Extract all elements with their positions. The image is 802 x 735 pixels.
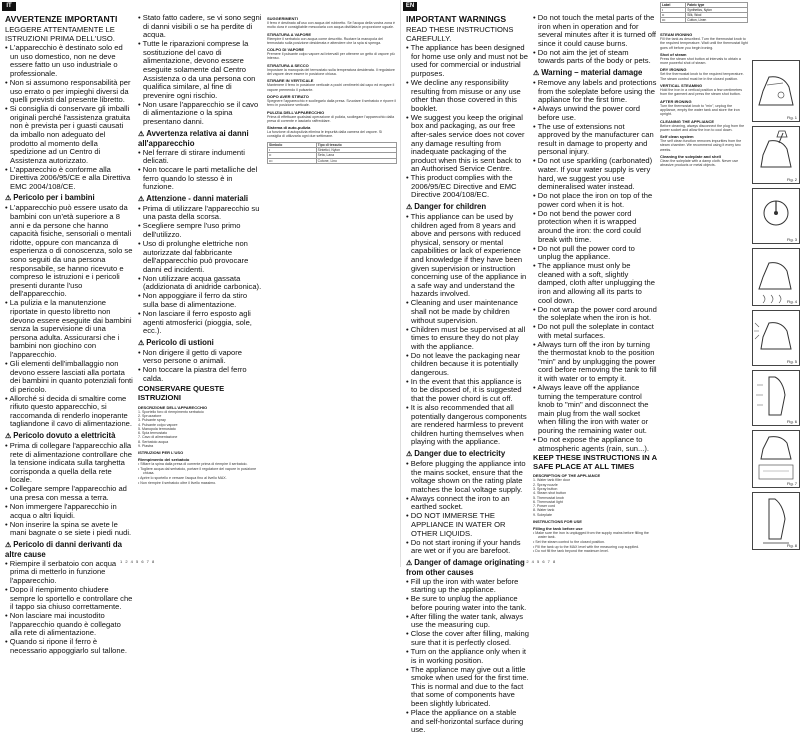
section-title: VERTICAL STEAMING [660,83,703,89]
figure-4 [752,248,800,306]
list-item: • It is also recommended that all potentially dangerous components are rendered harmless to prevent children hurting themselves when playing with the appliance. [406,404,529,447]
thermostat-knob-icon [753,189,799,243]
en-column-3 [660,30,748,578]
table-cell: Fabric type [686,3,748,8]
en-sections [660,32,748,168]
list-item: • Do not start ironing if your hands are wet or if you are barefoot. [406,539,529,556]
right-page-en [401,0,802,735]
table-cell: Silk, Wool [686,13,748,18]
en-list-material-damage [533,79,657,453]
list-item: • Non lasciare mai incustodito l'apparecchio quando è collegato alla rete di alimentazione. [5,612,133,638]
figure-3 [752,188,800,244]
list-item: • The use of extensions not approved by the manufacturer can result in damage to property and personal injury. [533,123,657,157]
list-item: • Non riempire il serbatoio oltre il livello massimo. [138,481,262,485]
section-text: Mantenere il ferro in posizione verticale a pochi centimetri dal capo ed erogare il vapore premendo il pulsante. [267,83,395,92]
it-list-general [5,44,133,191]
storage-upright-icon [753,493,799,549]
section-text: Before cleaning, always disconnect the plug from the power socket and allow the iron to cool down. [660,123,745,132]
list-item: • Before plugging the appliance into the mains socket, ensure that the voltage shown on the rating plate matches the local voltage supply. [406,460,529,494]
list-item: • Non lasciare il ferro esposto agli agenti atmosferici (pioggia, sole, ecc.). [138,310,262,336]
it-intro: LEGGERE ATTENTAMENTE LE ISTRUZIONI PRIMA DELL'USO. [5,25,115,43]
list-item: • Do not expose the appliance to atmospheric agents (rain, sun...). [533,436,657,453]
left-page-it [0,0,401,655]
it-use-subtitle: Riempimento del serbatoio [138,457,190,463]
list-item: • Dopo il riempimento chiudere sempre lo sportello e controllare che il tappo sia chiuso correttamente. [5,586,133,612]
list-item: • Quando si ripone il ferro è necessario appoggiarlo sul tallone. [5,638,133,655]
section-title: DOPO AVER STIRATO [267,93,309,99]
list-item: • Do not aim the jet of steam towards parts of the body or pets. [533,49,657,66]
figure-1 [752,60,800,122]
list-item: • Always connect the iron to an earthed socket. [406,495,529,512]
list-item: • Non toccare le parti metalliche del ferro quando lo stesso è in funzione. [138,166,262,192]
list-item: • Place the appliance on a stable and self-horizontal surface during use. [406,709,529,735]
en-column-2 [533,14,657,562]
it-list-other-causes [5,560,133,656]
list-item: • Stato fatto cadere, se vi sono segni di danni visibili o se ha perdite di acqua. [138,14,262,40]
list-item: • Non toccare la piastra del ferro calda. [138,366,262,383]
list-item: • Do not pull the power cord to unplug the appliance. [533,245,657,262]
en-description-list [533,478,657,517]
list-item: • The appliance has been designed for home use only and must not be used for commercial or industrial purposes. [406,44,529,78]
section-text: The self clean function removes impurities from the steam chamber. We recommend using it every two weeks. [660,139,742,152]
it-heading-electricity: ⚠ Pericolo dovuto a elettricità [5,431,133,441]
list-item: • Always leave off the appliance turning the temperature control knob to "min" and disconnect the main plug from the wall socket when filling the iron with water or pouring the remaining water out. [533,384,657,436]
list-item: • Be sure to unplug the appliance before pouring water into the tank. [406,595,529,612]
table-cell: ••• [268,158,317,163]
table-cell: Label [661,3,686,8]
figure-6-label: Fig. 6 [786,419,797,424]
list-item: • Set the steam control to the closed position. [533,540,657,544]
section-text: Hold the iron in a vertical position a few centimetres from the garment and press the steam shot button. [660,88,743,97]
list-item: • L'apparecchio è conforme alla Direttiva 2006/95/CE e alla Direttiva EMC 2004/108/CE. [5,166,133,192]
it-list-material-damage [138,205,262,336]
table-row [661,18,748,23]
en-use-title: INSTRUCTIONS FOR USE [533,519,582,525]
it-column-2 [138,14,262,562]
list-item: • The appliance must only be cleaned with a soft, slightly damped, cloth after unplugging the iron and allowing all its parts to cool down. [533,262,657,305]
en-list-electricity [406,460,529,556]
en-heading-electricity: ⚠ Danger due to electricity [406,449,529,459]
section-text: Spegnere l'apparecchio e scollegarlo dalla presa. Svuotare il serbatoio e riporre il ferro in posizione verticale. [267,98,397,108]
table-cell: •• [661,13,686,18]
en-description-title: DESCRIPTION OF THE APPLIANCE [533,473,601,479]
en-use-list [533,531,657,554]
it-heading-children: ⚠ Pericolo per i bambini [5,193,133,203]
list-item: • Collegare sempre l'apparecchio ad una presa con messa a terra. [5,485,133,502]
list-item: • Always turn off the iron by turning the thermostat knob to the position "min" and by unplugging the power cord before removing the tank to fill it with water or to empty it. [533,341,657,384]
part-item: 4. Pulsante colpo vapore [138,422,178,427]
table-cell: Sintetici, Nylon [316,148,396,153]
it-column-3 [267,14,397,562]
list-item: • Non usare l'apparecchio se il cavo di alimentazione o la spina presentano danni. [138,101,262,127]
section-text: Press the steam shot button at intervals to obtain a more powerful shot of steam. [660,56,741,66]
table-cell: Synthetics, Nylon [686,8,748,13]
list-item: • Children must be supervised at all times to ensure they do not play with the appliance. [406,326,529,352]
list-item: • Non utilizzare acqua gassata (addizionata di anidride carbonica). [138,275,262,292]
list-item: • Si consiglia di conservare gli imballi originali perché l'assistenza gratuita non è prevista per i guasti causati da imballo non adeguato del prodotto al momento della spedizione ad un Centro di Assistenza autorizzato. [5,105,133,165]
list-item: • Fill the tank up to the MAX level with the measuring cup supplied. [533,545,657,549]
it-keep-instructions: CONSERVARE QUESTE ISTRUZIONI [138,384,225,403]
vertical-steam-icon [753,371,799,425]
part-item: 8. Water tank [533,508,555,513]
section-text: Clean the soleplate with a damp cloth. Never use abrasive products or metal objects. [660,159,739,168]
en-list-burns [533,14,657,66]
en-heading-other-causes: ⚠ Danger of damage originating from other causes [406,558,529,577]
figure-5-label: Fig. 5 [786,359,797,364]
figure-5 [752,310,800,366]
section-title: AFTER IRONING [660,98,692,104]
filling-iron-icon [753,127,799,183]
section-text: Premere il pulsante colpo vapore ad intervalli per ottenere un getto di vapore più intenso. [267,52,395,61]
list-item: • Prima di utilizzare l'apparecchio su una pasta della scorsa. [138,205,262,222]
it-heading-material-damage: ⚠ Attenzione - danni materiali [138,194,262,204]
it-description-title: DESCRIZIONE DELL'APPARECCHIO [138,404,208,410]
list-item: • Do not place the iron on top of the power cord when it is hot. [533,192,657,209]
section-title: Shot of steam [660,51,687,57]
figure-2-label: Fig. 2 [786,177,797,182]
part-item: 5. Manopola termostato [138,426,176,431]
section-title: Sistema di auto-pulizia [267,125,311,131]
en-keep-instructions: KEEP THESE INSTRUCTIONS IN A SAFE PLACE AT ALL TIMES [533,453,657,471]
it-sections [267,16,397,139]
section-text: Riempire il serbatoio con acqua come descritto. Ruotare la manopola del termostato sulla posizione desiderata e attendere che la spia si spenga. [267,36,383,45]
list-item: • Fill up the iron with water before starting up the appliance. [406,578,529,595]
figure-7-label: Fig. 7 [786,481,797,486]
part-item: 9. Soleplate [533,512,552,517]
list-item: • In the event that this appliance is to be disposed of, it is suggested that the power chord is cut off. [406,378,529,404]
language-tab-it: IT [2,2,16,11]
part-item: 1. Water tank filler door [533,478,571,483]
table-cell: Simbolo [268,142,317,147]
table-cell: •• [268,153,317,158]
part-item: 7. Cavo di alimentazione [138,435,178,440]
steam-shot-icon [753,249,799,305]
table-cell: Seta, Lana [316,153,396,158]
section-title: Self clean system [660,134,694,140]
it-column-1 [5,14,133,655]
iron-side-icon [753,61,799,121]
part-item: 5. Thermostat knob [533,495,564,500]
figure-1-label: Fig. 1 [786,115,797,120]
figure-3-label: Fig. 3 [786,237,797,242]
it-heading-other-causes: ⚠ Pericolo di danni derivanti da altre cause [5,540,133,559]
en-list-other-causes [406,578,529,735]
table-cell: Cotton, Linen [686,18,748,23]
list-item: • Do not leave the packaging near children because it is potentially dangerous. [406,352,529,378]
list-item: • Non si assumono responsabilità per uso errato o per impieghi diversi da quelli previsti dal presente libretto. [5,79,133,105]
list-item: • Aprire lo sportello e versare l'acqua fino al livello MAX. [138,476,262,480]
list-item: • L'apparecchio è destinato solo ed un uso domestico, non ne deve essere fatto un uso industriale o professionale. [5,44,133,78]
section-text: Set the thermostat knob to the required temperature. The steam control must be in the closed position. [660,72,744,81]
figure-8 [752,492,800,550]
list-item: • Gli elementi dell'imballaggio non devono essere lasciati alla portata dei bambini in quanto potenziali fonti di pericolo. [5,360,133,394]
figure-2 [752,126,800,184]
it-list-electricity [5,442,133,538]
section-title: SUGGERIMENTI [267,16,298,21]
en-page-number: 1 2 4 5 6 7 8 [521,559,557,564]
list-item: • This appliance can be used by children aged from 8 years and above and persons with reduced physical, sensory or mental capabilities or lack of experience and knowledge if they have been given supervision or instruction concerning use of the appliance in a safe way and understand the hazards involved. [406,213,529,299]
en-heading-children: ⚠ Danger for children [406,202,529,212]
list-item: • Prima di collegare l'apparecchio alla rete di alimentazione controllare che la tensione indicata sulla targhetta corrisponda a quella della rete locale. [5,442,133,485]
table-cell: Tipo di tessuto [316,142,396,147]
list-item: • We decline any responsibility resulting from misuse or any use other than those covered in this booklet. [406,79,529,113]
en-list-general [406,44,529,200]
table-cell: Cotone, Lino [316,158,396,163]
figure-8-label: Fig. 8 [786,543,797,548]
list-item: • Togliere acqua dal serbatoio, portare il regolatore del vapore in posizione chiusa. [138,467,262,476]
part-item: 6. Thermostat light [533,499,563,504]
it-list-appliance-damage [138,149,262,192]
en-intro: READ THESE INSTRUCTIONS CAREFULLY. [406,25,514,43]
list-item: • Non appoggiare il ferro da stiro sulla base di alimentazione. [138,292,262,309]
it-list-children [5,204,133,429]
section-title: CLEANING THE APPLIANCE [660,118,715,124]
part-item: 6. Spia termostato [138,431,168,436]
list-item: • Close the cover after filling, making sure that it is perfectly closed. [406,630,529,647]
en-title: IMPORTANT WARNINGS [406,14,507,24]
part-item: 3. Pulsante spray [138,418,166,423]
it-heading-burns: ⚠ Pericolo di ustioni [138,338,262,348]
section-title: Cleaning the soleplate and shell [660,154,721,160]
section-title: STIRATURA A VAPORE [267,31,312,37]
section-text: Fill the tank as described. Turn the thermostat knob to the required temperature. Wait until the thermostat light goes off before you begin ironing. [660,37,748,50]
section-title: STIRARE IN VERTICALE [267,78,314,84]
self-clean-icon [753,431,799,487]
list-item: • Make sure the iron is unplugged from the supply mains before filling the water tank. [533,531,657,540]
section-title: DRY IRONING [660,67,687,73]
list-item: • The appliance may give out a little smoke when used for the first time. This is normal and due to the fact that some of components have been slightly lubricated. [406,666,529,709]
list-item: • Tutte le riparazioni comprese la sostituzione del cavo di alimentazione, devono essere eseguite solamente dal Centro Assistenza o da una persona con qualifica similare, al fine di prevenire ogni rischio. [138,40,262,100]
table-row [268,158,397,163]
section-text: La funzione di autopulizia elimina le impurità dalla camera del vapore. Si consiglia di utilizzarla ogni due settimane. [267,130,383,139]
it-fabric-table [267,142,397,164]
list-item: • Nel ferrare di stirare indumenti delicati. [138,149,262,166]
list-item: • Uso di prolunghe elettriche non autorizzate dal fabbricante dell'apparecchio può provocare danni ed incidenti. [138,240,262,274]
en-use-subtitle: Filling the tank before use [533,526,583,532]
it-list-repairs [138,14,262,127]
list-item: • Sfilare la spina dalla presa di corrente prima di riempire il serbatoio. [138,462,262,466]
section-title: COLPO DI VAPORE [267,47,305,53]
it-page-number: 1 2 4 5 6 7 8 [120,559,156,564]
list-item: • La pulizia e la manutenzione riportate in questo libretto non devono essere eseguite dai bambini senza la supervisione di una persona adulta. Assicurarsi che i bambini non giochino con l'apparecchio. [5,299,133,359]
part-item: 7. Power cord [533,504,556,509]
section-text: Impostare la manopola del termostato sulla temperatura desiderata. Il regolatore del vapore deve essere in posizione chiusa. [267,67,395,77]
it-use-title: ISTRUZIONI PER L'USO [138,450,184,456]
language-tab-en: EN [403,2,417,11]
section-text: Il ferro è destinato all'uso con acqua del rubinetto. Se l'acqua della vostra zona è molto dura è consigliabile mescolarla con acqua distillata in proporzione uguale. [267,21,396,30]
list-item: • We suggest you keep the original box and packaging, as our free after-sales service does not cover any damage resulting from inadequate packaging of the product when this is sent back to an Authorised Service Centre. [406,114,529,174]
table-cell: • [661,8,686,13]
part-item: 9. Piastra [138,444,154,449]
table-cell: ••• [661,18,686,23]
part-item: 2. Spray nozzle [533,482,558,487]
it-list-burns [138,349,262,384]
figure-7 [752,430,800,488]
list-item: • Do not touch the metal parts of the iron when in operation and for several minutes after it is turned off since it could cause burns. [533,14,657,48]
list-item: • Do not wrap the power cord around the soleplate when the iron is hot. [533,306,657,323]
it-title: AVVERTENZE IMPORTANTI [5,14,118,24]
part-item: 4. Steam shot button [533,491,567,496]
list-item: • Always unwind the power cord before use. [533,105,657,122]
section-title: STEAM IRONING [660,32,693,37]
list-item: • Remove any labels and protections from the soleplate before using the appliance for the first time. [533,79,657,105]
en-heading-material-damage: ⚠ Warning – material damage [533,68,657,78]
list-item: • Do not use sparkling (carbonated) water. If your water supply is very hard, we suggest you use demineralised water instead. [533,157,657,191]
list-item: • After filling the water tank, always use the measuring cup. [406,613,529,630]
list-item: • Non immergere l'apparecchio in acqua o altri liquidi. [5,503,133,520]
part-item: 3. Spray button [533,486,558,491]
list-item: • L'apparecchio può essere usato da bambini con un'età superiore a 8 anni e da persone che hanno capacità fisiche, sensoriali o mentali ridotte, oppure con mancanza di esperienza o di conoscenza, solo se sono seguiti da una persona responsabile, se hanno ricevuto e compreso le istruzioni e i pericoli presenti durante l'uso dell'apparecchio. [5,204,133,299]
list-item: • Scegliere sempre l'uso primo dell'utilizzo. [138,222,262,239]
spray-icon [753,311,799,365]
list-item: • Do not bend the power cord protection when it is wrapped around the iron: the cord could break with time. [533,210,657,244]
list-item: • Non dirigere il getto di vapore verso persone o animali. [138,349,262,366]
list-item: • This product complies with the 2006/95/EC Directive and EMC Directive 2004/108/EC. [406,174,529,200]
part-item: 8. Serbatoio acqua [138,439,169,444]
figure-4-label: Fig. 4 [786,299,797,304]
en-column-1 [406,14,529,735]
part-item: 2. Spruzzatore [138,413,162,418]
part-item: 1. Sportello foro di riempimento serbatoio [138,409,204,414]
en-list-children [406,213,529,447]
list-item: • Riempire il serbatoio con acqua prima di metterlo in funzione l'apparecchio. [5,560,133,586]
list-item: • Do not fill the tank beyond the maximum level. [533,549,657,553]
list-item: • DO NOT IMMERSE THE APPLIANCE IN WATER OR OTHER LIQUIDS. [406,512,529,538]
list-item: • Cleaning and user maintenance shall not be made by children without supervision. [406,299,529,325]
section-title: PULIZIA DELL'APPARECCHIO [267,109,325,115]
figure-6 [752,370,800,426]
it-description-list [138,410,262,449]
en-fabric-table [660,2,748,23]
list-item: • Do not pull the soleplate in contact with metal surfaces. [533,323,657,340]
section-title: STIRATURA A SECCO [267,62,309,68]
table-cell: • [268,148,317,153]
it-use-list [138,462,262,485]
it-heading-appliance-damage: ⚠ Avvertenza relativa ai danni all'apparecchio [138,129,262,148]
list-item: • Allorché si decida di smaltire come rifiuto questo apparecchio, si raccomanda di renderlo inoperante tagliandone il cavo di alimentazione. [5,395,133,429]
section-text: Turn the thermostat knob to "min", unplug the appliance, empty the water tank and store the iron upright. [660,103,740,117]
list-item: • Turn on the appliance only when it is in working position. [406,648,529,665]
section-text: Prima di effettuare qualsiasi operazione di pulizia, scollegare l'apparecchio dalla presa di corrente e lasciarlo raffreddare. [267,114,395,123]
list-item: • Non inserire la spina se avete le mani bagnate o se siete i piedi nudi. [5,521,133,538]
